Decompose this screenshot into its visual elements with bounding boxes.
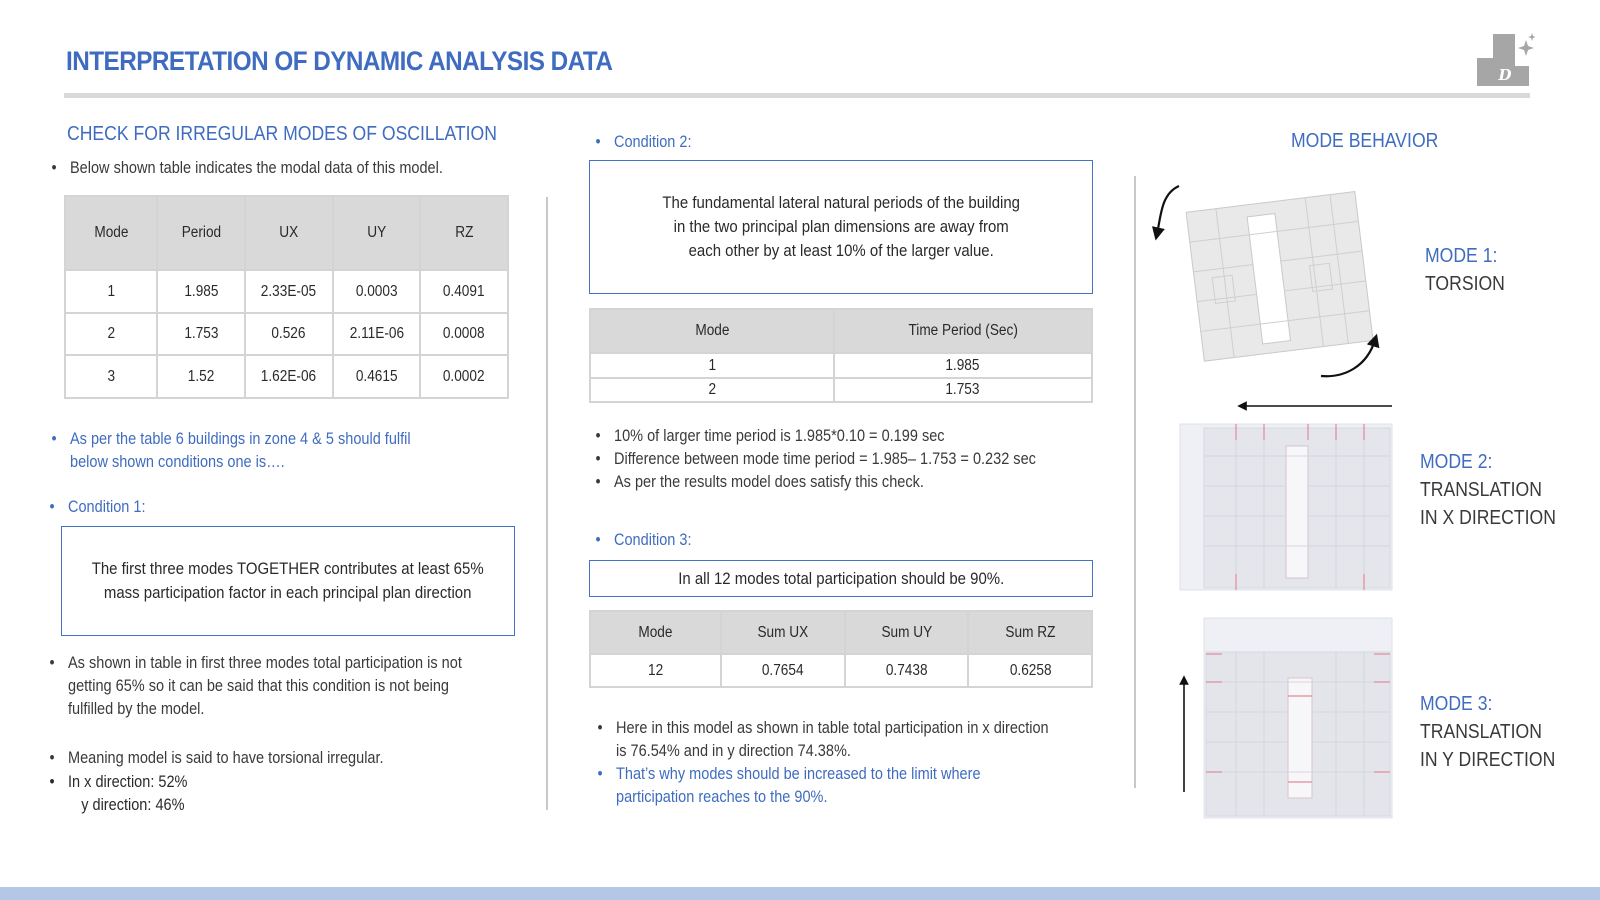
- mode3-label: MODE 3: TRANSLATION IN Y DIRECTION: [1420, 693, 1556, 771]
- logo: [1475, 32, 1535, 88]
- condition3-label: • Condition 3:: [595, 531, 692, 549]
- here-bullet: • Here in this model as shown in table total participation in x direction is 76.54% and in y direction 74.38%.: [597, 719, 1049, 760]
- page-title: INTERPRETATION OF DYNAMIC ANALYSIS DATA: [66, 46, 613, 76]
- table-header: UY: [333, 196, 421, 270]
- modal-data-table: [64, 195, 509, 399]
- mode3-translation-y-figure: [1176, 618, 1396, 818]
- table-row: 12 0.7654 0.7438 0.6258: [590, 654, 1092, 687]
- condition2-box: The fundamental lateral natural periods of the building in the two principal plan dimensions are away from each other by at least 10% of the larger value.: [589, 160, 1093, 294]
- table-header: Sum RZ: [968, 611, 1092, 654]
- table6-bullet: • As per the table 6 buildings in zone 4 & 5 should fulfil below shown conditions one is….: [51, 430, 411, 471]
- mode1-torsion-figure: [1165, 180, 1415, 380]
- condition3-box: In all 12 modes total participation should be 90%.: [589, 560, 1093, 597]
- table-header: RZ: [420, 196, 508, 270]
- title-divider: [64, 93, 1530, 98]
- table-header: Mode: [590, 309, 834, 353]
- footer-bar: [0, 887, 1600, 900]
- mode1-label: MODE 1: TORSION: [1425, 245, 1505, 295]
- meaning-bullet: • Meaning model is said to have torsional irregular.: [49, 749, 384, 767]
- sum-participation-table: [589, 610, 1093, 688]
- column-divider: [1134, 176, 1136, 788]
- table-row: 3 1.52 1.62E-06 0.4615 0.0002: [65, 355, 508, 398]
- table-header: Sum UY: [845, 611, 969, 654]
- table-header: Mode: [590, 611, 721, 654]
- table-row: 2 1.753 0.526 2.11E-06 0.0008: [65, 313, 508, 355]
- shown-bullet: • As shown in table in first three modes total participation is not getting 65% so it can be said that this condition is not being fulfilled by the model.: [49, 654, 462, 718]
- table-header: Mode: [65, 196, 157, 270]
- table-header: Sum UX: [721, 611, 845, 654]
- table-row: 2 1.753: [590, 378, 1092, 402]
- column-divider: [546, 197, 548, 810]
- time-period-table: [589, 308, 1093, 403]
- table-row: 1 1.985: [590, 353, 1092, 378]
- condition1-label: • Condition 1:: [49, 498, 146, 516]
- table-header: UX: [245, 196, 333, 270]
- direction-bullet: • In x direction: 52% y direction: 46%: [49, 773, 188, 814]
- table-header: Period: [157, 196, 245, 270]
- condition1-box: The first three modes TOGETHER contributes at least 65% mass participation factor in each principal plan direction: [61, 526, 515, 636]
- logo-letter: D: [1498, 66, 1512, 84]
- thats-why-bullet: • That’s why modes should be increased to the limit where participation reaches to the 90%.: [597, 765, 981, 806]
- table-row: 1 1.985 2.33E-05 0.0003 0.4091: [65, 270, 508, 313]
- condition2-label: • Condition 2:: [595, 133, 692, 151]
- intro-bullet: • Below shown table indicates the modal data of this model.: [51, 159, 443, 177]
- mode2-translation-x-figure: [1180, 396, 1395, 592]
- table-header: Time Period (Sec): [834, 309, 1092, 353]
- period-points: • 10% of larger time period is 1.985*0.10 = 0.199 sec • Difference between mode time period = 1.985– 1.753 = 0.232 sec • As per the results model does satisfy this check.: [595, 427, 1036, 491]
- sparkle-icon: [1518, 40, 1534, 56]
- mode2-label: MODE 2: TRANSLATION IN X DIRECTION: [1420, 451, 1556, 529]
- irregular-modes-heading: CHECK FOR IRREGULAR MODES OF OSCILLATION: [67, 123, 497, 145]
- mode-behavior-heading: MODE BEHAVIOR: [1291, 130, 1439, 152]
